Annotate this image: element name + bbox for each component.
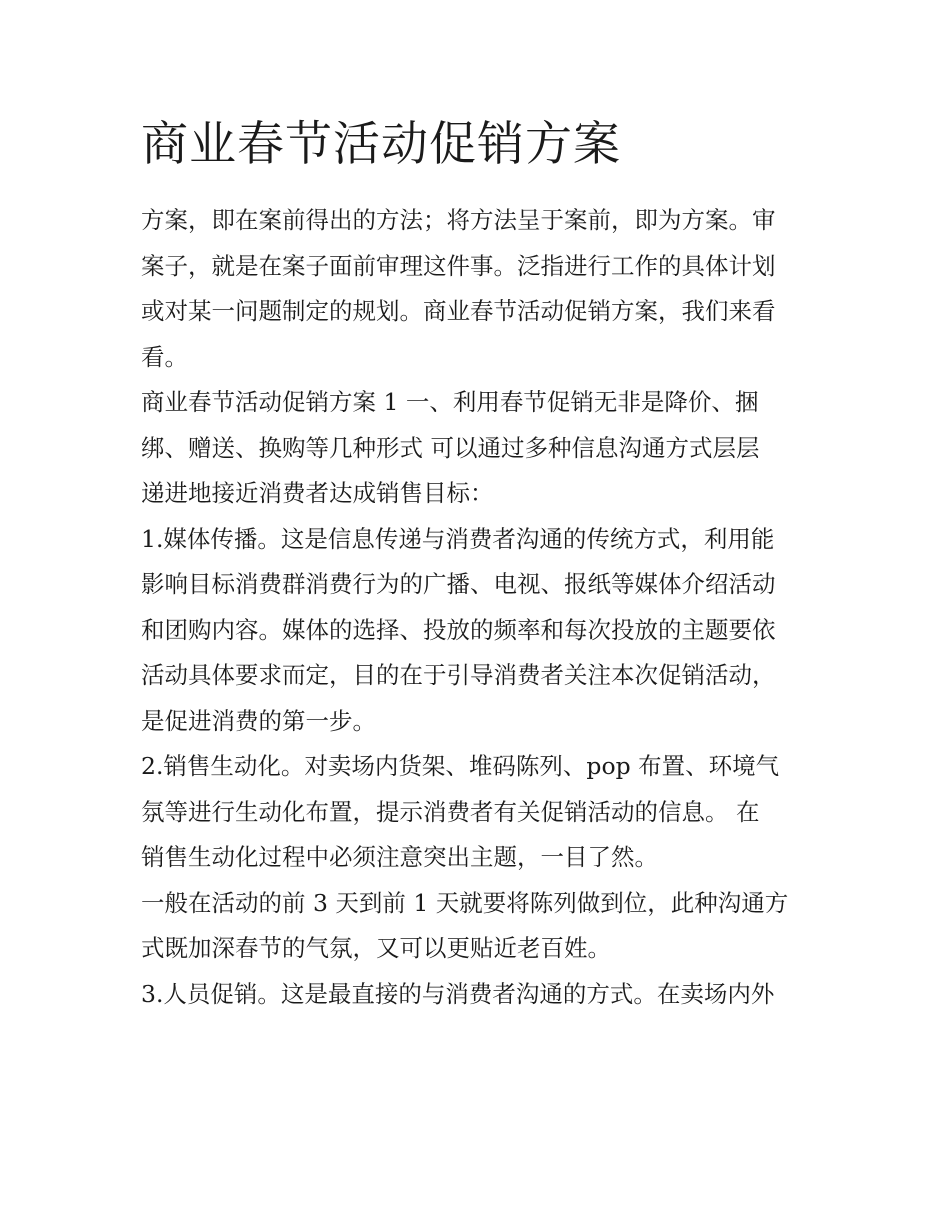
paragraph-line: 商业春节活动促销方案 1 一、利用春节促销无非是降价、捆 <box>141 388 759 416</box>
paragraph-personal-selling <box>141 972 813 1018</box>
paragraph-line: 和团购内容。媒体的选择、投放的频率和每次投放的主题要依 <box>141 615 776 644</box>
paragraph-line: 绑、赠送、换购等几种形式 可以通过多种信息沟通方式层层 <box>141 433 760 462</box>
paragraph-display-timing <box>141 881 813 972</box>
paragraph-line: 看。 <box>141 342 188 371</box>
paragraph-line: 销售生动化过程中必须注意突出主题，一目了然。 <box>141 843 658 871</box>
paragraph-line: 方案，即在案前得出的方法；将方法呈于案前，即为方案。审 <box>141 206 776 234</box>
paragraph-intro <box>141 198 813 380</box>
paragraph-line: 或对某一问题制定的规划。商业春节活动促销方案，我们来看 <box>141 297 776 325</box>
paragraph-line: 是促进消费的第一步。 <box>141 706 376 735</box>
paragraph-line: 影响目标消费群消费行为的广播、电视、报纸等媒体介绍活动 <box>141 570 776 598</box>
paragraph-line: 3.人员促销。这是最直接的与消费者沟通的方式。在卖场内外 <box>141 979 775 1008</box>
paragraph-line: 一般在活动的前 3 天到前 1 天就要将陈列做到位，此种沟通方 <box>141 888 789 917</box>
paragraph-line: 式既加深春节的气氛，又可以更贴近老百姓。 <box>141 934 611 962</box>
paragraph-line: 氛等进行生动化布置，提示消费者有关促销活动的信息。 在 <box>141 797 760 826</box>
paragraph-merchandising <box>141 744 813 881</box>
paragraph-media <box>141 517 813 745</box>
document-page <box>141 112 813 1017</box>
document-title: 商业春节活动促销方案 <box>141 117 621 172</box>
paragraph-plan-1 <box>141 380 813 517</box>
paragraph-line: 2.销售生动化。对卖场内货架、堆码陈列、pop 布置、环境气 <box>141 752 780 780</box>
paragraph-line: 1.媒体传播。这是信息传递与消费者沟通的传统方式，利用能 <box>141 524 775 553</box>
paragraph-line: 案子，就是在案子面前审理这件事。泛指进行工作的具体计划 <box>141 251 776 280</box>
paragraph-line: 活动具体要求而定，目的在于引导消费者关注本次促销活动， <box>141 661 776 689</box>
paragraph-line: 递进地接近消费者达成销售目标： <box>141 479 494 507</box>
